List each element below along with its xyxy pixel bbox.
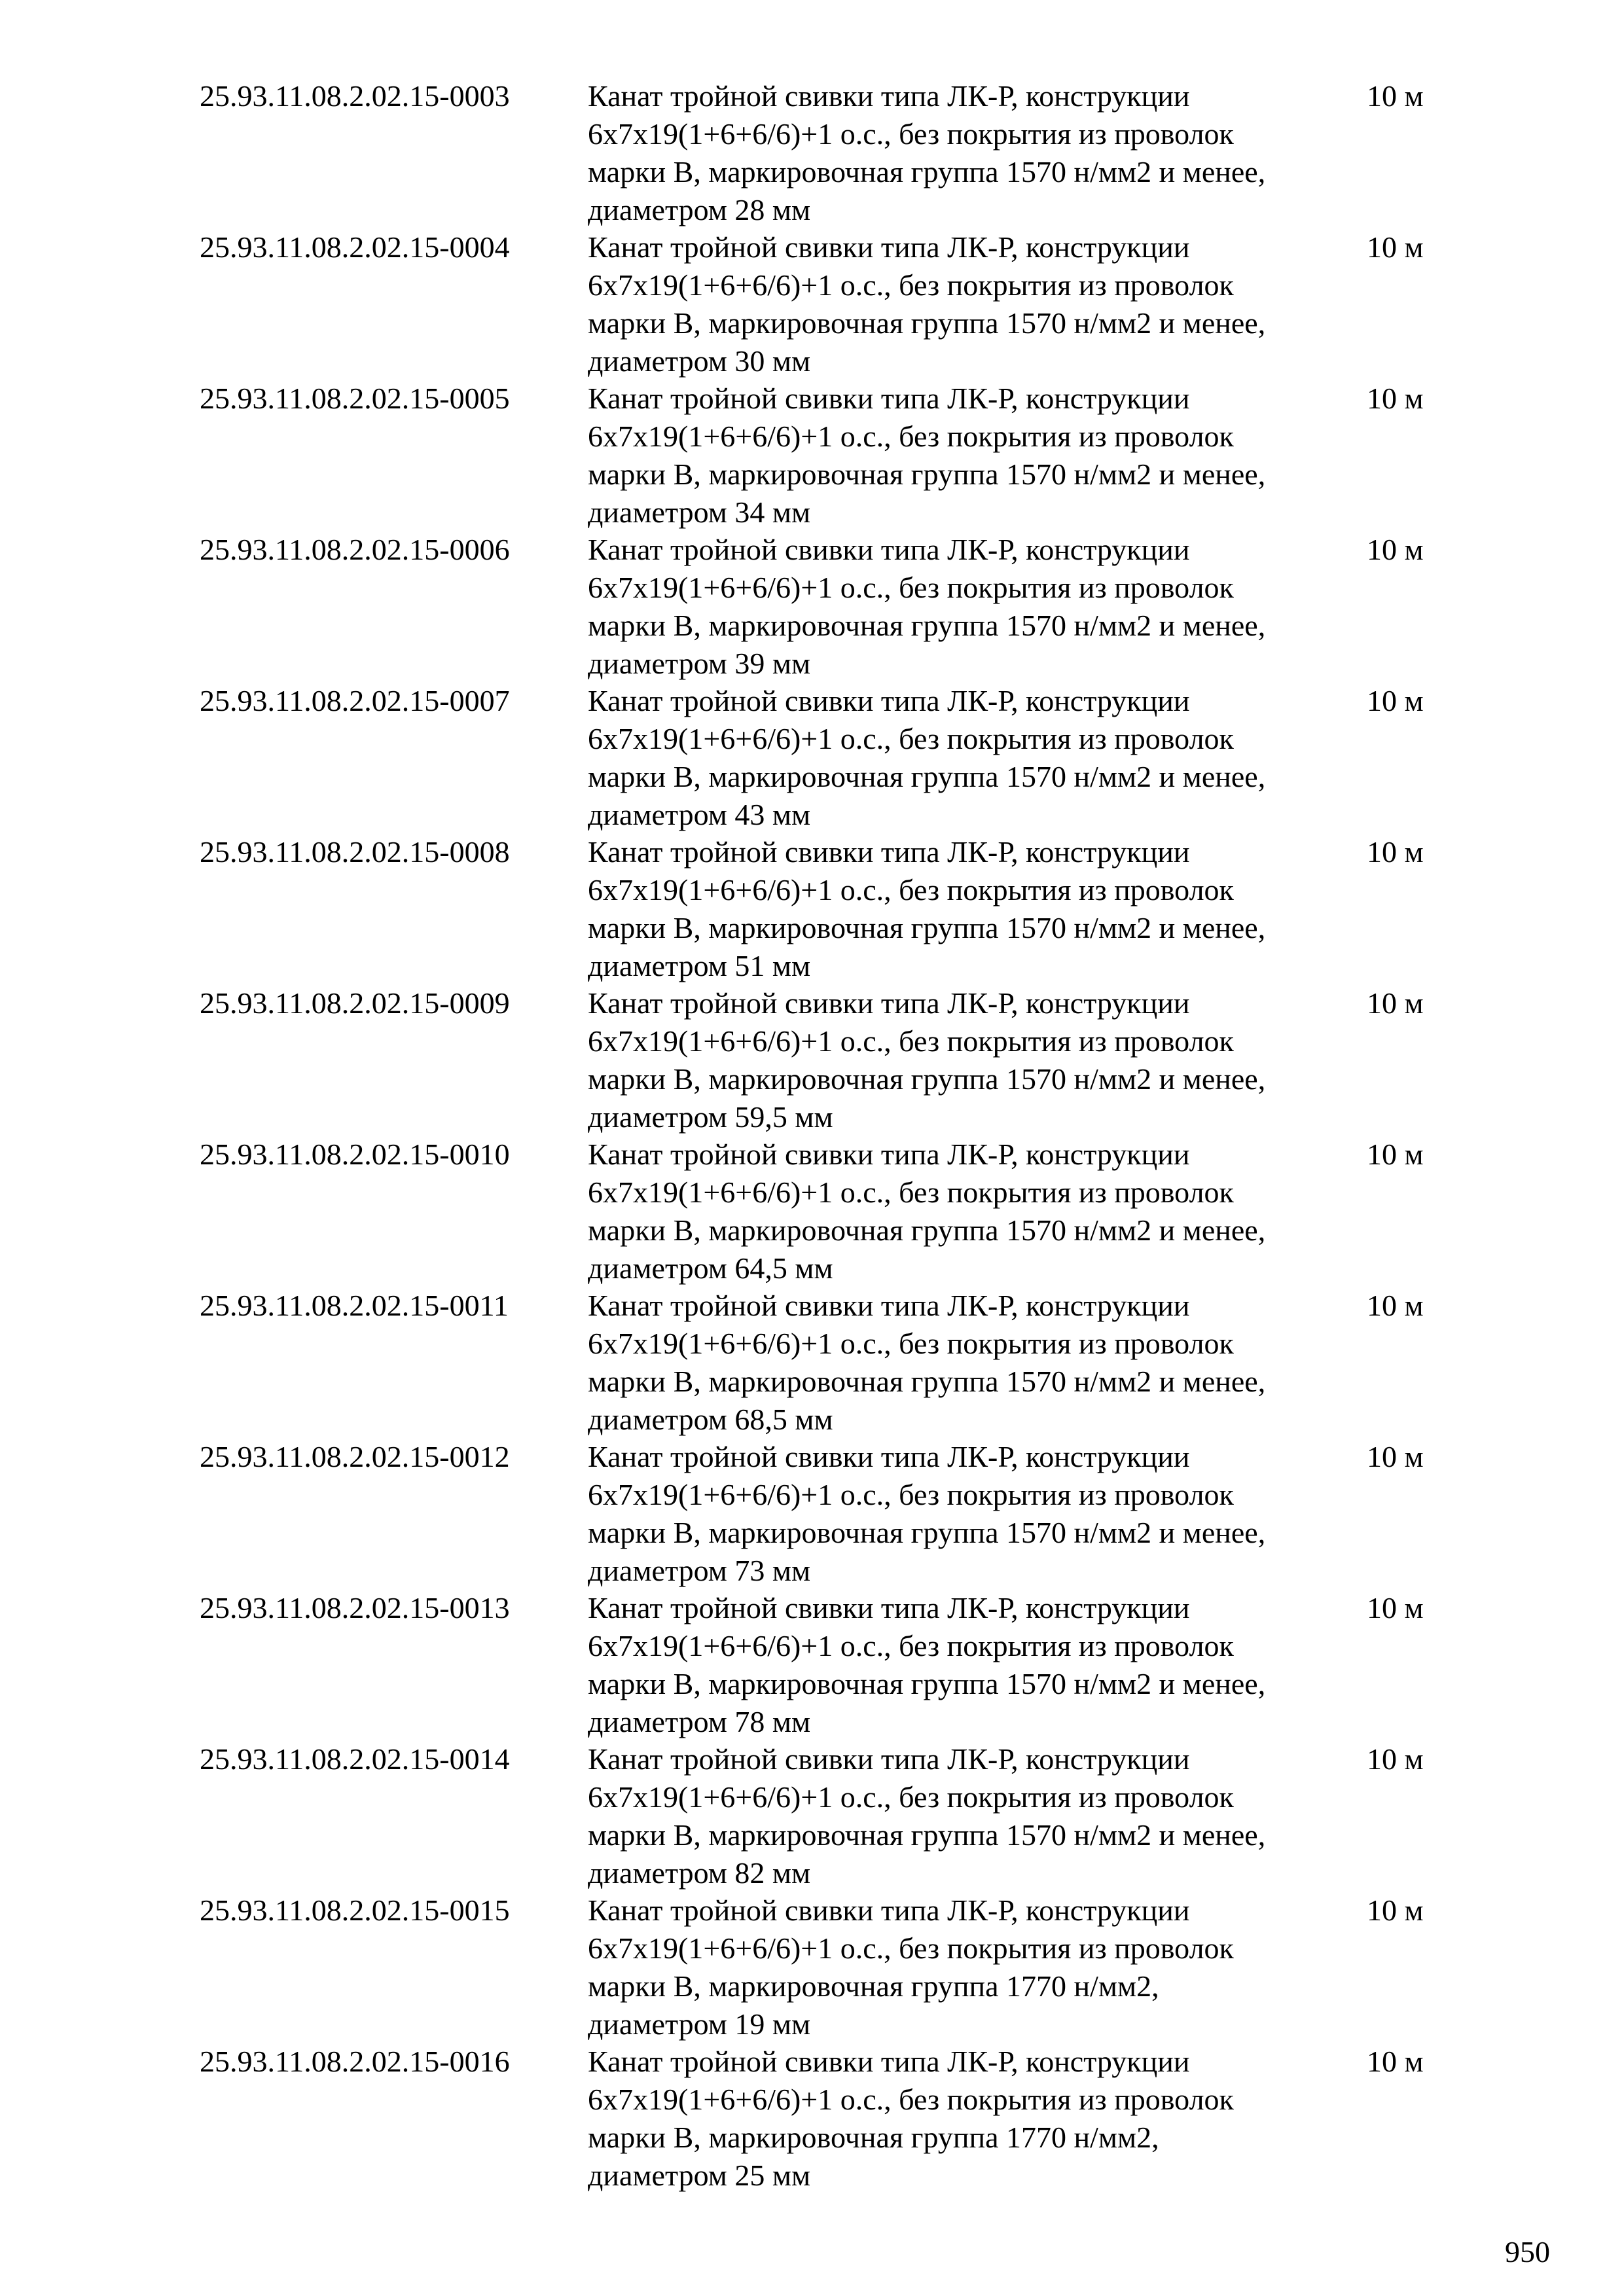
unit-of-measure: 10 м [1367,1289,1424,1322]
description-line: диаметром 34 мм [588,495,811,529]
table-row [200,833,1509,984]
table-row [200,984,1509,1136]
description-line: марки В, маркировочная группа 1570 н/мм2 и менее, [588,306,1266,340]
resource-description [588,682,1367,834]
resource-description [588,77,1367,229]
description-line: Канат тройной свивки типа ЛК-Р, конструкции [588,1289,1190,1322]
unit-of-measure: 10 м [1367,533,1424,566]
resource-description [588,228,1367,380]
unit-of-measure: 10 м [1367,1440,1424,1473]
description-line: диаметром 82 мм [588,1856,811,1890]
resource-code: 25.93.11.08.2.02.15-0011 [200,1289,509,1322]
description-line: Канат тройной свивки типа ЛК-Р, конструкции [588,79,1190,113]
description-line: марки В, маркировочная группа 1570 н/мм2 и менее, [588,1667,1266,1700]
resource-description [588,1438,1367,1590]
unit-of-measure: 10 м [1367,1893,1424,1927]
unit-of-measure: 10 м [1367,382,1424,415]
description-line: диаметром 39 мм [588,647,811,680]
resource-description [588,984,1367,1136]
resource-code: 25.93.11.08.2.02.15-0004 [200,230,510,264]
table-row [200,77,1509,228]
unit-of-measure: 10 м [1367,79,1424,113]
resource-code: 25.93.11.08.2.02.15-0012 [200,1440,510,1473]
description-line: 6х7х19(1+6+6/6)+1 о.с., без покрытия из проволок [588,1629,1234,1662]
description-line: Канат тройной свивки типа ЛК-Р, конструкции [588,1742,1190,1776]
description-line: Канат тройной свивки типа ЛК-Р, конструкции [588,1440,1190,1473]
unit-of-measure: 10 м [1367,1138,1424,1171]
resource-description [588,1287,1367,1439]
table-row [200,1892,1509,2043]
description-line: 6х7х19(1+6+6/6)+1 о.с., без покрытия из проволок [588,571,1234,604]
description-line: диаметром 59,5 мм [588,1100,833,1134]
unit-of-measure: 10 м [1367,986,1424,1020]
description-line: марки В, маркировочная группа 1570 н/мм2 и менее, [588,1516,1266,1549]
description-line: 6х7х19(1+6+6/6)+1 о.с., без покрытия из проволок [588,2083,1234,2116]
description-line: марки В, маркировочная группа 1570 н/мм2 и менее, [588,1818,1266,1852]
unit-of-measure: 10 м [1367,1591,1424,1624]
description-line: Канат тройной свивки типа ЛК-Р, конструкции [588,2045,1190,2078]
description-line: диаметром 73 мм [588,1554,811,1587]
unit-of-measure: 10 м [1367,1742,1424,1776]
description-line: 6х7х19(1+6+6/6)+1 о.с., без покрытия из проволок [588,1478,1234,1511]
table-row [200,228,1509,380]
resource-description [588,380,1367,531]
resource-description [588,1136,1367,1287]
description-line: Канат тройной свивки типа ЛК-Р, конструкции [588,684,1190,717]
description-line: марки В, маркировочная группа 1570 н/мм2 и менее, [588,155,1266,188]
description-line: диаметром 30 мм [588,344,811,378]
description-line: 6х7х19(1+6+6/6)+1 о.с., без покрытия из проволок [588,268,1234,302]
unit-of-measure: 10 м [1367,835,1424,869]
price-table [200,77,1509,2194]
resource-description [588,833,1367,985]
description-line: Канат тройной свивки типа ЛК-Р, конструкции [588,1893,1190,1927]
description-line: диаметром 51 мм [588,949,811,982]
resource-code: 25.93.11.08.2.02.15-0009 [200,986,510,1020]
table-row [200,1438,1509,1589]
table-row [200,531,1509,682]
description-line: Канат тройной свивки типа ЛК-Р, конструкции [588,533,1190,566]
resource-code: 25.93.11.08.2.02.15-0015 [200,1893,510,1927]
unit-of-measure: 10 м [1367,684,1424,717]
resource-code: 25.93.11.08.2.02.15-0007 [200,684,510,717]
description-line: диаметром 28 мм [588,193,811,226]
description-line: марки В, маркировочная группа 1570 н/мм2 и менее, [588,1213,1266,1247]
resource-code: 25.93.11.08.2.02.15-0013 [200,1591,510,1624]
description-line: Канат тройной свивки типа ЛК-Р, конструкции [588,835,1190,869]
description-line: диаметром 64,5 мм [588,1251,833,1285]
resource-code: 25.93.11.08.2.02.15-0010 [200,1138,510,1171]
description-line: 6х7х19(1+6+6/6)+1 о.с., без покрытия из проволок [588,1780,1234,1814]
table-row [200,1740,1509,1892]
table-row [200,1287,1509,1438]
description-line: марки В, маркировочная группа 1570 н/мм2 и менее, [588,760,1266,793]
resource-code: 25.93.11.08.2.02.15-0006 [200,533,510,566]
description-line: марки В, маркировочная группа 1570 н/мм2 и менее, [588,1062,1266,1096]
resource-code: 25.93.11.08.2.02.15-0014 [200,1742,510,1776]
description-line: Канат тройной свивки типа ЛК-Р, конструкции [588,382,1190,415]
resource-description [588,531,1367,683]
resource-description [588,1740,1367,1892]
unit-of-measure: 10 м [1367,2045,1424,2078]
resource-code: 25.93.11.08.2.02.15-0003 [200,79,510,113]
description-line: марки В, маркировочная группа 1770 н/мм2, [588,2121,1159,2154]
description-line: диаметром 78 мм [588,1705,811,1738]
description-line: 6х7х19(1+6+6/6)+1 о.с., без покрытия из проволок [588,1327,1234,1360]
unit-of-measure: 10 м [1367,230,1424,264]
description-line: 6х7х19(1+6+6/6)+1 о.с., без покрытия из проволок [588,873,1234,906]
resource-code: 25.93.11.08.2.02.15-0016 [200,2045,510,2078]
description-line: марки В, маркировочная группа 1770 н/мм2, [588,1969,1159,2003]
table-row [200,682,1509,833]
description-line: диаметром 43 мм [588,798,811,831]
resource-code: 25.93.11.08.2.02.15-0005 [200,382,510,415]
resource-code: 25.93.11.08.2.02.15-0008 [200,835,510,869]
description-line: Канат тройной свивки типа ЛК-Р, конструкции [588,986,1190,1020]
description-line: марки В, маркировочная группа 1570 н/мм2 и менее, [588,609,1266,642]
table-row [200,1589,1509,1740]
description-line: 6х7х19(1+6+6/6)+1 о.с., без покрытия из проволок [588,420,1234,453]
table-row [200,380,1509,531]
description-line: диаметром 68,5 мм [588,1403,833,1436]
resource-description [588,1589,1367,1741]
description-line: диаметром 19 мм [588,2007,811,2041]
description-line: 6х7х19(1+6+6/6)+1 о.с., без покрытия из проволок [588,722,1234,755]
description-line: Канат тройной свивки типа ЛК-Р, конструкции [588,230,1190,264]
description-line: 6х7х19(1+6+6/6)+1 о.с., без покрытия из проволок [588,117,1234,151]
description-line: 6х7х19(1+6+6/6)+1 о.с., без покрытия из проволок [588,1175,1234,1209]
description-line: 6х7х19(1+6+6/6)+1 о.с., без покрытия из проволок [588,1024,1234,1058]
table-row [200,1136,1509,1287]
page-number: 950 [1505,2235,1550,2269]
description-line: марки В, маркировочная группа 1570 н/мм2 и менее, [588,911,1266,944]
table-row [200,2043,1509,2194]
description-line: 6х7х19(1+6+6/6)+1 о.с., без покрытия из проволок [588,1931,1234,1965]
resource-description [588,1892,1367,2043]
resource-description [588,2043,1367,2195]
description-line: Канат тройной свивки типа ЛК-Р, конструкции [588,1138,1190,1171]
description-line: диаметром 25 мм [588,2159,811,2192]
description-line: марки В, маркировочная группа 1570 н/мм2 и менее, [588,1365,1266,1398]
description-line: Канат тройной свивки типа ЛК-Р, конструкции [588,1591,1190,1624]
description-line: марки В, маркировочная группа 1570 н/мм2 и менее, [588,457,1266,491]
